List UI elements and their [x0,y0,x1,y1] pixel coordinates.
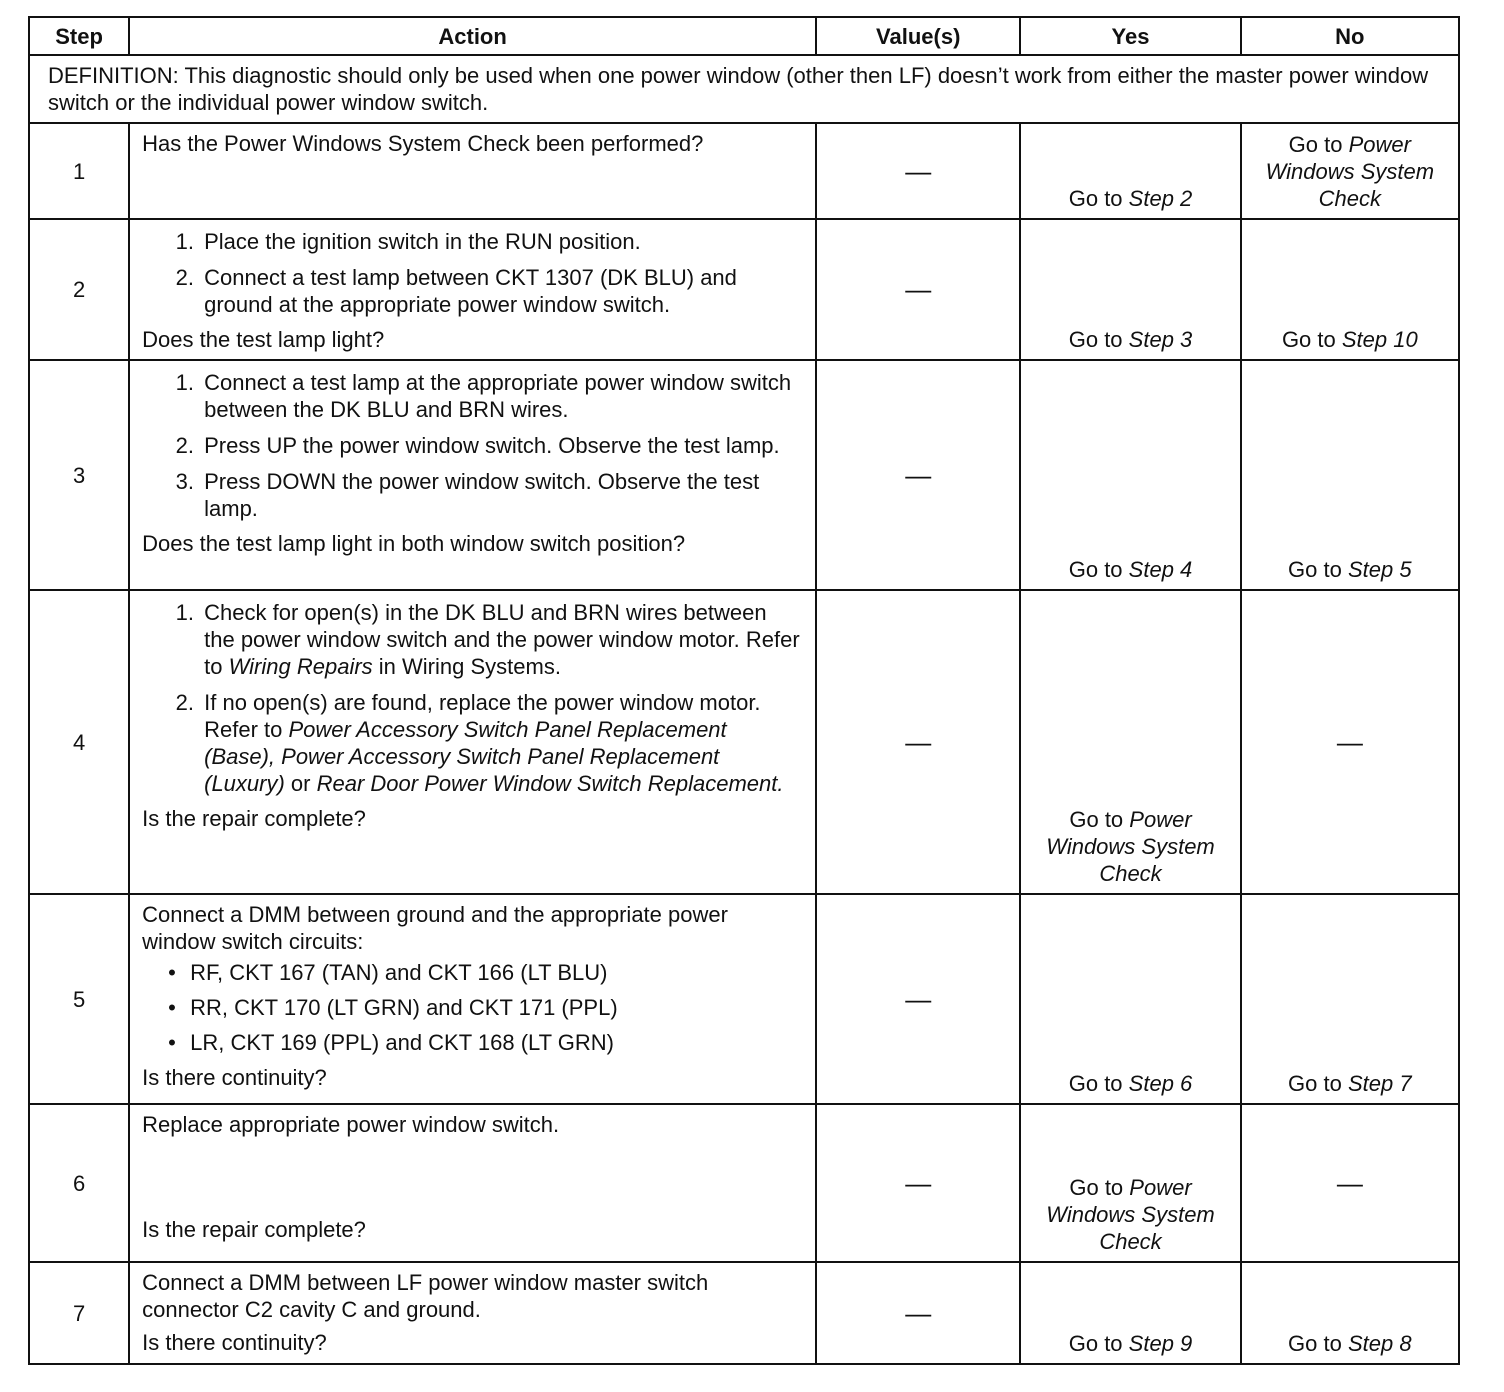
action-step-item [200,599,803,680]
yes-cell [1020,894,1240,1104]
action-step-item: 1. Connect a test lamp at the appropriate power window switch between the DK BLU and BRN wires. [200,369,803,423]
no-target: Step 5 [1347,557,1412,582]
no-cell [1241,894,1459,1104]
step-number: 4 [29,590,129,894]
table-row [29,590,1459,894]
step-number: 2 [29,219,129,360]
list-item: • RF, CKT 167 (TAN) and CKT 166 (LT BLU) [190,959,803,986]
table-row [29,1104,1459,1262]
go-to-label: Go to [1068,1071,1123,1096]
yes-target: Power Windows System Check [1046,807,1215,886]
action-question: Is there continuity? [142,1065,327,1090]
action-intro: Connect a DMM between LF power window master switch connector C2 cavity C and ground. [142,1270,709,1322]
header-no: No [1241,17,1459,55]
circuit-list [142,959,803,1056]
action-cell [129,219,816,360]
yes-target: Step 6 [1128,1071,1193,1096]
action-cell [129,123,816,219]
action-intro: Connect a DMM between ground and the appropriate power window switch circuits: [142,902,728,954]
action-question: Is the repair complete? [142,1217,366,1242]
yes-target: Step 4 [1128,557,1193,582]
no-cell [1241,1262,1459,1364]
table-row [29,360,1459,590]
definition-row [29,55,1459,123]
value-cell: — [816,360,1020,590]
action-question: Is the repair complete? [142,806,366,831]
action-question: Does the test lamp light? [142,327,385,352]
go-to-label: Go to [1068,1331,1123,1356]
no-target: Power Windows System Check [1265,132,1435,211]
action-steps [142,369,803,522]
go-to-label: Go to [1281,327,1336,352]
go-to-label: Go to [1068,186,1123,211]
reference-link: Wiring Repairs [228,654,373,679]
diagnostic-table [28,16,1460,1365]
no-cell [1241,360,1459,590]
action-step-item: 2. Connect a test lamp between CKT 1307 (DK BLU) and ground at the appropriate power window switch. [200,264,803,318]
action-question: Does the test lamp light in both window switch position? [142,531,686,556]
action-question: Is there continuity? [142,1330,327,1355]
table-row [29,123,1459,219]
yes-cell [1020,1104,1240,1262]
yes-target: Power Windows System Check [1046,1175,1215,1254]
action-cell [129,1262,816,1364]
go-to-label: Go to [1069,1175,1124,1200]
header-yes: Yes [1020,17,1240,55]
no-target: Step 8 [1347,1331,1412,1356]
yes-cell [1020,590,1240,894]
list-item: • LR, CKT 169 (PPL) and CKT 168 (LT GRN) [190,1029,803,1056]
go-to-label: Go to [1288,557,1342,582]
header-values: Value(s) [816,17,1020,55]
action-intro: Replace appropriate power window switch. [142,1112,560,1137]
go-to-label: Go to [1288,1331,1342,1356]
yes-target: Step 2 [1128,186,1193,211]
go-to-label: Go to [1068,557,1123,582]
yes-cell [1020,360,1240,590]
no-cell [1241,219,1459,360]
yes-target: Step 9 [1128,1331,1193,1356]
step-number: 6 [29,1104,129,1262]
no-cell: — [1241,590,1459,894]
yes-cell [1020,219,1240,360]
reference-link: Power Accessory Switch Panel Replacement (Base), Power Accessory Switch Panel Replacement (Luxury) [204,717,727,796]
action-steps [142,599,803,797]
action-question: Has the Power Windows System Check been performed? [142,131,704,156]
yes-cell [1020,123,1240,219]
reference-link: Rear Door Power Window Switch Replacement. [316,771,784,796]
no-cell: — [1241,1104,1459,1262]
action-text: Check for open(s) in the DK BLU and BRN wires between the power window switch and the power window motor. Refer to [204,600,800,679]
action-step-item: 2. Press UP the power window switch. Observe the test lamp. [200,432,803,459]
value-cell: — [816,1262,1020,1364]
value-cell: — [816,219,1020,360]
value-cell: — [816,123,1020,219]
action-cell [129,590,816,894]
step-number: 5 [29,894,129,1104]
action-step-item [200,689,803,797]
action-text: in Wiring Systems. [372,654,561,679]
value-cell: — [816,590,1020,894]
step-number: 1 [29,123,129,219]
action-steps [142,228,803,318]
header-row [29,17,1459,55]
action-step-item: 3. Press DOWN the power window switch. Observe the test lamp. [200,468,803,522]
go-to-label: Go to [1069,807,1124,832]
action-text: or [284,771,317,796]
definition-text: DEFINITION: This diagnostic should only be used when one power window (other then LF) doesn’t work from either the master power window switch or the individual power window switch. [29,55,1459,123]
no-target: Step 10 [1341,327,1418,352]
list-item: • RR, CKT 170 (LT GRN) and CKT 171 (PPL) [190,994,803,1021]
value-cell: — [816,1104,1020,1262]
action-step-item: 1. Place the ignition switch in the RUN position. [200,228,803,255]
yes-target: Step 3 [1128,327,1193,352]
table-row [29,219,1459,360]
yes-cell [1020,1262,1240,1364]
value-cell: — [816,894,1020,1104]
go-to-label: Go to [1288,1071,1342,1096]
go-to-label: Go to [1288,132,1343,157]
action-text: If no open(s) are found, replace the power window motor. Refer to [204,690,761,742]
table-row [29,1262,1459,1364]
action-cell [129,894,816,1104]
action-cell [129,1104,816,1262]
header-action: Action [129,17,816,55]
no-target: Step 7 [1347,1071,1412,1096]
table-row [29,894,1459,1104]
action-cell [129,360,816,590]
no-cell [1241,123,1459,219]
step-number: 7 [29,1262,129,1364]
step-number: 3 [29,360,129,590]
header-step: Step [29,17,129,55]
go-to-label: Go to [1068,327,1123,352]
